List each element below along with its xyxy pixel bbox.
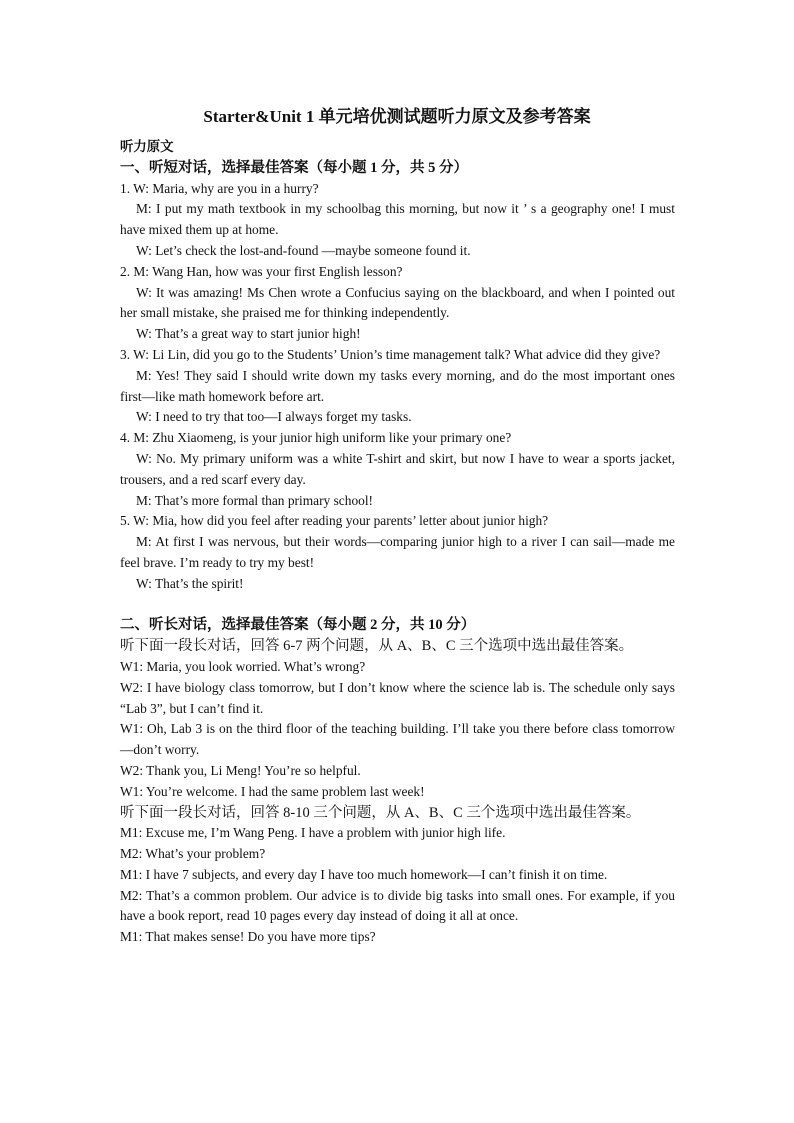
dialogue-line: W1: You’re welcome. I had the same problem last week!: [120, 783, 425, 799]
instruction-line: 听下面一段长对话，回答 6-7 两个问题，从 A、B、C 三个选项中选出最佳答案。: [120, 638, 634, 655]
dialogue-line: W1: Oh, Lab 3 is on the third floor of the teaching building. I’ll take you there before class tomorrow—don’t worry.: [120, 721, 675, 758]
dialogue-line: M2: That’s a common problem. Our advice is to divide big tasks into small ones. For example, if you have a book report, read 10 pages every day instead of doing it all at once.: [120, 887, 675, 924]
instruction-line: 听下面一段长对话，回答 8-10 三个问题，从 A、B、C 三个选项中选出最佳答案。: [120, 804, 641, 821]
dialogue-line: W: It was amazing! Ms Chen wrote a Confucius saying on the blackboard, and when I pointed out her small mistake, she praised me for thinking independently.: [120, 284, 675, 321]
document-body: [120, 137, 675, 948]
dialogue-line: 1. W: Maria, why are you in a hurry?: [120, 180, 319, 196]
dialogue-line: W1: Maria, you look worried. What’s wrong?: [120, 658, 366, 674]
document-title: Starter&Unit 1 单元培优测试题听力原文及参考答案: [203, 107, 591, 126]
dialogue-line: 2. M: Wang Han, how was your first English lesson?: [120, 263, 403, 279]
dialogue-line: M: I put my math textbook in my schoolbag this morning, but now it ’ s a geography one! I must have mixed them up at home.: [120, 201, 675, 238]
dialogue-line: M2: What’s your problem?: [120, 846, 266, 862]
dialogue-line: 5. W: Mia, how did you feel after reading your parents’ letter about junior high?: [120, 513, 549, 529]
dialogue-line: W: That’s the spirit!: [136, 575, 244, 591]
dialogue-line: W2: Thank you, Li Meng! You’re so helpful.: [120, 762, 361, 778]
dialogue-line: M1: I have 7 subjects, and every day I have too much homework—I can’t finish it on time.: [120, 866, 608, 882]
section-spacer: [120, 595, 675, 616]
dialogue-line: W: Let’s check the lost-and-found —maybe someone found it.: [136, 242, 471, 258]
dialogue-line: M: That’s more formal than primary school!: [136, 492, 374, 508]
dialogue-line: W: That’s a great way to start junior high!: [136, 326, 361, 342]
dialogue-line: 4. M: Zhu Xiaomeng, is your junior high uniform like your primary one?: [120, 430, 512, 446]
part1-heading: 一、听短对话，选择最佳答案（每小题 1 分，共 5 分）: [120, 159, 468, 176]
section-label: 听力原文: [120, 139, 174, 154]
part2-heading: 二、听长对话，选择最佳答案（每小题 2 分，共 10 分）: [120, 617, 476, 634]
dialogue-line: 3. W: Li Lin, did you go to the Students’ Union’s time management talk? What advice did they give?: [120, 346, 661, 362]
dialogue-line: M: Yes! They said I should write down my tasks every morning, and do the most important ones first—like math homework before art.: [120, 367, 675, 404]
dialogue-line: W: I need to try that too—I always forget my tasks.: [136, 409, 412, 425]
dialogue-line: M1: Excuse me, I’m Wang Peng. I have a problem with junior high life.: [120, 825, 506, 841]
dialogue-line: M: At first I was nervous, but their words—comparing junior high to a river I can sail—made me feel brave. I’m ready to try my best!: [120, 534, 675, 570]
dialogue-line: M1: That makes sense! Do you have more tips?: [120, 929, 376, 945]
dialogue-line: W: No. My primary uniform was a white T-shirt and skirt, but now I have to wear a sports jacket, trousers, and a red scarf every day.: [120, 450, 675, 487]
dialogue-line: W2: I have biology class tomorrow, but I don’t know where the science lab is. The schedule only says “Lab 3”, but I can’t find it.: [120, 679, 675, 716]
